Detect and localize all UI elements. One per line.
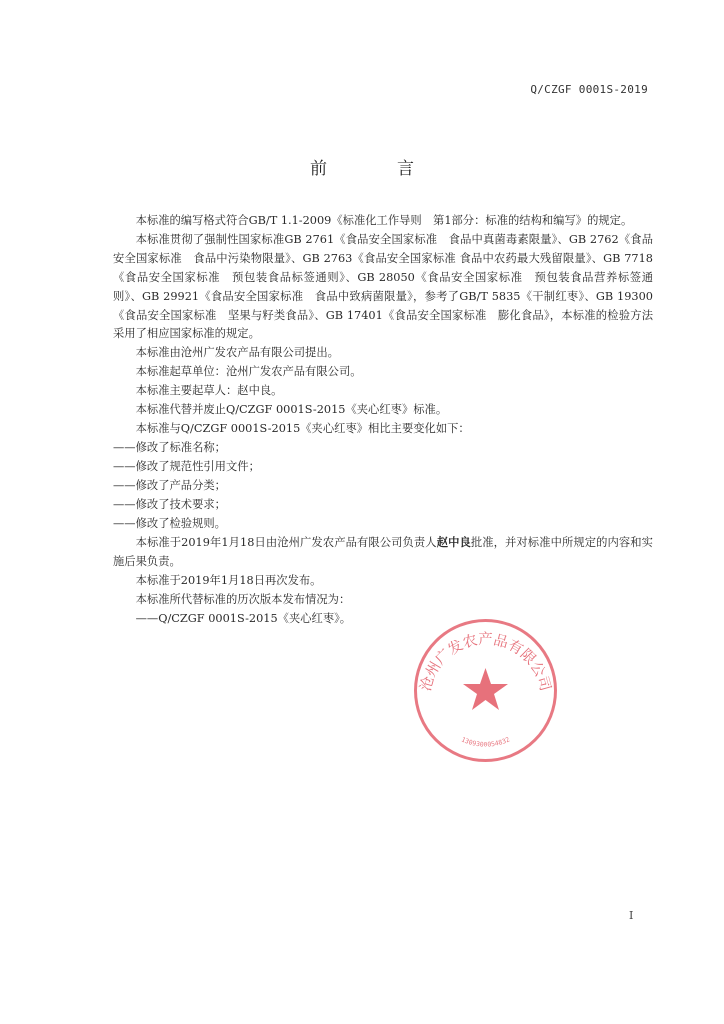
paragraph-history-intro: 本标准所代替标准的历次版本发布情况为： bbox=[135, 593, 351, 607]
paragraph-drafting-unit: 本标准起草单位：沧州广发农产品有限公司。 bbox=[135, 365, 362, 379]
page-title bbox=[0, 154, 724, 179]
change-item: ——修改了标准名称； bbox=[113, 440, 226, 454]
paragraph-proposer: 本标准由沧州广发农产品有限公司提出。 bbox=[135, 346, 339, 360]
paragraph-approval bbox=[113, 533, 653, 572]
paragraph-release: 本标准于2019年1月18日再次发布。 bbox=[135, 574, 322, 588]
title-char-2: 言 bbox=[397, 159, 414, 179]
approver-name: 赵中良 bbox=[436, 535, 471, 550]
paragraph-changes-intro: 本标准与Q/CZGF 0001S-2015《夹心红枣》相比主要变化如下： bbox=[135, 421, 470, 435]
approval-prefix: 本标准于2019年1月18日由沧州广发农产品有限公司负责人 bbox=[135, 536, 437, 550]
paragraph-standards: 本标准贯彻了强制性国家标准GB 2761《食品安全国家标准 食品中真菌毒素限量》、GB 2762《食品安全国家标准 食品中污染物限量》、GB 2763《食品安全国家标准 食品中农药最大残留限量》、GB 7718《食品安全国家标准 预包装食品标签通则》、GB 28050《食品安全国家标准 预包装食品营养标签通则》、GB 29921《食品安全国家标准 食品中致病菌限量》，参考了GB/T 5835《干制红枣》、GB 19300《食品安全国家标准 坚果与籽类食品》、GB 17401《食品安全国家标准 膨化食品》，本标准的检验方法采用了相应国家标准的规定。 bbox=[113, 232, 653, 341]
seal-star-icon bbox=[463, 668, 508, 710]
change-item: ——修改了检验规则。 bbox=[113, 516, 226, 530]
paragraph-format: 本标准的编写格式符合GB/T 1.1-2009《标准化工作导则 第1部分：标准的结构和编写》的规定。 bbox=[135, 214, 633, 227]
approval-suffix: 批准，并对标准中所规定的内容和实施后果负责。 bbox=[113, 536, 653, 569]
company-seal bbox=[413, 618, 558, 763]
change-item: ——修改了技术要求； bbox=[113, 497, 226, 511]
seal-serial-text: 1309300054832 bbox=[460, 735, 511, 749]
document-number: Q/CZGF 0001S-2019 bbox=[530, 83, 648, 96]
paragraph-replaces: 本标准代替并废止Q/CZGF 0001S-2015《夹心红枣》标准。 bbox=[135, 403, 448, 417]
change-item: ——修改了规范性引用文件； bbox=[113, 459, 260, 473]
paragraph-drafter: 本标准主要起草人：赵中良。 bbox=[135, 384, 283, 398]
foreword-body bbox=[113, 212, 653, 629]
history-item: ——Q/CZGF 0001S-2015《夹心红枣》。 bbox=[135, 612, 352, 626]
title-char-1: 前 bbox=[310, 159, 327, 179]
page-number: I bbox=[629, 909, 634, 922]
seal-company-text: 沧州广发农产品有限公司 bbox=[418, 632, 553, 693]
change-item: ——修改了产品分类； bbox=[113, 478, 226, 492]
